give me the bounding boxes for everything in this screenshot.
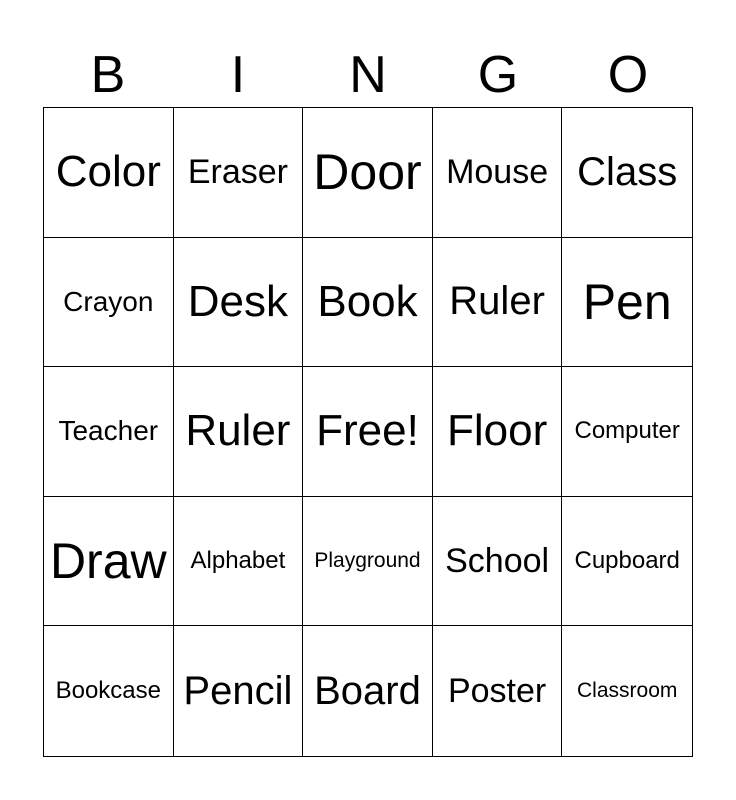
- bingo-cell: Desk: [174, 238, 304, 368]
- bingo-cell: Poster: [433, 626, 563, 756]
- bingo-cell: Door: [303, 108, 433, 238]
- bingo-cell: Classroom: [577, 679, 678, 703]
- bingo-cell: Free!: [303, 367, 433, 497]
- bingo-cell: Book: [303, 238, 433, 368]
- bingo-cell: Teacher: [44, 367, 174, 497]
- bingo-cell: Color: [44, 108, 174, 238]
- bingo-cell: Computer: [562, 367, 692, 497]
- bingo-board: [43, 107, 693, 757]
- header-letter-n: N: [349, 46, 387, 104]
- bingo-cell: School: [433, 497, 563, 627]
- bingo-cell: Board: [303, 626, 433, 756]
- bingo-cell: Pencil: [174, 626, 304, 756]
- bingo-cell: Class: [562, 108, 692, 238]
- bingo-cell: Ruler: [433, 238, 563, 368]
- bingo-cell: Playground: [303, 497, 433, 627]
- bingo-cell: Alphabet: [174, 497, 304, 627]
- bingo-cell: Cupboard: [562, 497, 692, 627]
- bingo-header: [43, 44, 693, 106]
- header-letter-o: O: [607, 46, 649, 104]
- bingo-cell: Bookcase: [44, 626, 174, 756]
- bingo-cell: Draw: [44, 497, 174, 627]
- header-letter-g: G: [477, 46, 519, 104]
- bingo-cell: Mouse: [433, 108, 563, 238]
- header-letter-b: B: [90, 46, 126, 104]
- header-letter-i: I: [230, 46, 246, 104]
- bingo-cell: Eraser: [174, 108, 304, 238]
- bingo-cell: Pen: [562, 238, 692, 368]
- bingo-cell: Floor: [433, 367, 563, 497]
- bingo-cell: Crayon: [44, 238, 174, 368]
- bingo-cell: Ruler: [174, 367, 304, 497]
